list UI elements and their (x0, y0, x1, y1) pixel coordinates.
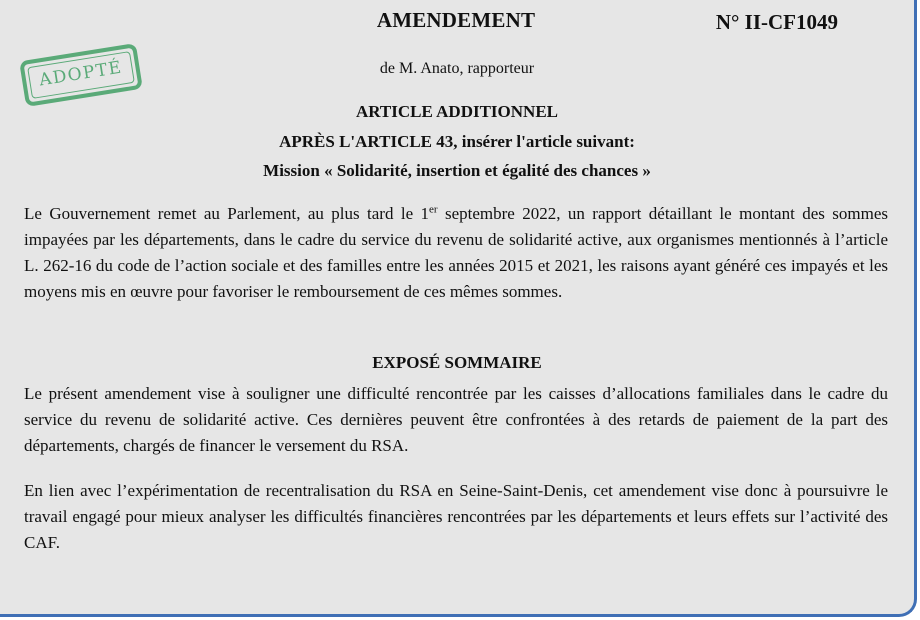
article-position: APRÈS L'ARTICLE 43, insérer l'article suivant: (279, 132, 635, 151)
mission-title: Mission « Solidarité, insertion et égalité des chances » (263, 161, 651, 180)
article-body-start: Le Gouvernement remet au Parlement, au plus tard le 1 (24, 204, 430, 223)
amendment-number: N° II-CF1049 (715, 10, 838, 34)
author-line: de M. Anato, rapporteur (379, 60, 535, 77)
article-body (24, 201, 888, 305)
summary-heading: EXPOSÉ SOMMAIRE (372, 353, 542, 372)
article-heading: ARTICLE ADDITIONNEL (355, 102, 559, 121)
article-body-end: septembre 2022, un rapport détaillant le montant des sommes impayées par les départements, dans le cadre du service du revenu de solidarité active, aux organismes mentionnés à l’article L. 262‑16 du code de l’action sociale et des familles entre les années 2015 et 2021, les raisons ayant généré ces impayés et les moyens mis en œuvre pour favoriser le remboursement de ces mêmes sommes. (24, 204, 888, 301)
summary-paragraph-2: En lien avec l’expérimentation de recentralisation du RSA en Seine-Saint-Denis, cet amendement vise donc à poursuivre le travail engagé pour mieux analyser les difficultés financières rencontrées par les départements et leurs effets sur l’activité des CAF. (24, 481, 888, 552)
adopted-stamp-label: ADOPTÉ (37, 57, 124, 91)
summary-paragraph-1: Le présent amendement vise à souligner une difficulté rencontrée par les caisses d’allocations familiales dans le cadre du service du revenu de solidarité active. Ces dernières peuvent être confrontées à des retards de paiement de la part des départements, chargés de financer le versement du RSA. (24, 384, 888, 455)
document-title-text: AMENDEMENT (376, 8, 536, 32)
article-body-superscript: er (429, 203, 438, 216)
